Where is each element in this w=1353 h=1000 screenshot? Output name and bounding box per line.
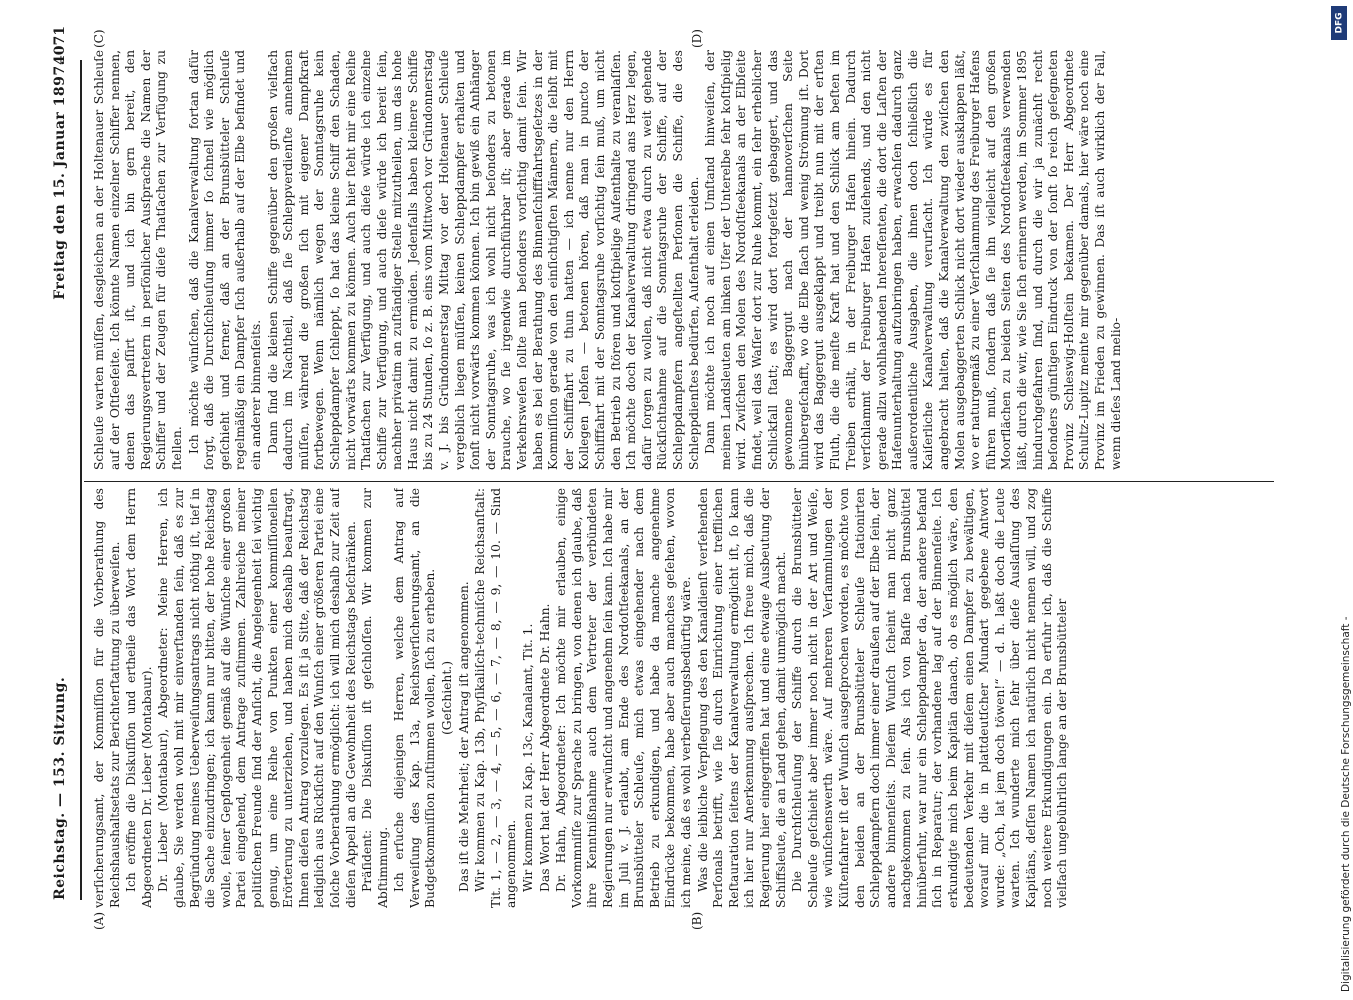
dfg-logo: DFG (1331, 6, 1347, 40)
page-number: 4071 (52, 26, 68, 65)
paragraph: Ich eröffne die Diskuſſion und ertheile das Wort dem Herrn Abgeordneten Dr. Lieber (Montabaur). (124, 488, 154, 908)
paragraph: Das Wort hat der Herr Abgeordnete Dr. Hahn. (537, 603, 552, 892)
paragraph: Was die leibliche Verpflegung des den Kanaldienſt verſehenden Perſonals betrifft, wie ſie durch Einrichtung einer trefflichen Reſtauration ſeitens der Kanalverwaltung ermöglicht iſt, ſo kann ich hier nur Anerkennung ausſprechen. Ich freue mich, daß die Regierung hier eingegriffen hat und eine etwaige Ausbeutung der Schiffsleute, die an Land gehen, damit unmöglich macht. (695, 488, 788, 908)
paragraph: (Geſchieht.) (440, 660, 455, 736)
footer-credit (1330, 8, 1350, 992)
paragraph: Präſident: Die Diskuſſion iſt geſchloſſen. Wir kommen zur Abſtimmung. (360, 488, 390, 908)
margin-marker-c: (C) (92, 29, 106, 48)
paragraph: Dr. Hahn, Abgeordneter: Ich möchte mir erlauben, einige Vorkommniſſe zur Sprache zu bringen, von denen ich glaube, daß ihre Kenntnißnahme auch dem Vertreter der verbündeten Regierungen nur erwünſcht und angenehm ſein kann. Ich habe mir im Juli v. J. erlaubt, am Ende des Nordoſtſeekanals, an der Brunsbütteler Schleuſe, mich etwas eingehender nach dem Betrieb zu erkundigen, und habe da manche angenehme Eindrücke bekommen, habe aber auch manches geſehen, wovon ich meine, daß es wohl verbeſſerungsbedürftig wäre. (554, 488, 693, 908)
margin-marker-a: (A) (92, 911, 106, 930)
paragraph: Die Durchſchleuſung der Schiffe durch die Brunsbütteler Schleuſe geſchieht aber immer noch nicht in der Art und Weiſe, wie wünſchenswerth wäre. Auf mehreren Verſammlungen der Küſtenfahrer iſt der Wunſch ausgeſprochen worden, es möchte von den beiden an der Brunsbütteler Schleuſe ſtationirten Schleppdampfern doch immer einer draußen auf der Elbe ſein, der andere binnenſeits. Dieſem Wunſch ſcheint man nicht ganz nachgekommen zu ſein. Als ich von Baſſe nach Brunsbüttel hinüberfuhr, war nur ein Schleppdampfer da, der andere befand ſich in Reparatur; der vorhandene lag auf der Binnenſeite. Ich erkundigte mich beim Kapitän danach, ob es möglich wäre, den bedeutenden Verkehr mit dieſem einen Dampfer zu bewältigen, worauf mir die in plattdeutſcher Mundart gegebene Antwort wurde: „Och, lat jem doch töwen!“ — d. h. laßt doch die Leute warten. Ich wunderte mich ſehr über dieſe Auslaſſung des Kapitäns, deſſen Namen ich natürlich nicht nennen will, und zog noch weitere Erkundigungen ein. Da erfuhr ich, daß die Schiffe vielfach ungebührlich lange an der Brunsbütteler (790, 488, 1070, 908)
right-column (92, 50, 1272, 470)
paragraph: Wir kommen zu Kap. 13b, Phyſikaliſch-techniſche Reichsanſtalt: Tit. 1, — 2, — 3, — 4, — 5, — 6, — 7, — 8, — 9, — 10. — Sind angenommen. (473, 488, 519, 908)
paragraph: Dann ſind die kleinen Schiffe gegenüber den großen vielfach dadurch im Nachtheil, daß ſie Schleppverdienſte annehmen müſſen, während die großen ſich mit eigener Dampfkraft fortbewegen. Wenn nämlich wegen der Sonntagsruhe kein Schleppdampfer ſchleppt, ſo hat das kleine Schiff den Schaden, nicht vorwärts kommen zu können. Auch hier ſteht mir eine Reihe Thatſachen zur Verfügung, und auch dieſe würde ich einzelne Schiffe zur Verfügung, und auch dieſe würde ich bereit ſein, nachher privatim an zuſtändiger Stelle mitzutheilen, um das hohe Haus nicht damit zu ermüden. Jedenfalls haben kleinere Schiffe bis zu 24 Stunden, ſo z. B. eins vom Mittwoch vor Gründonnerstag v. J. bis Gründonnerstag Mittag vor der Holtenauer Schleuſe vergeblich liegen müſſen, keinen Schleppdampfer erhalten und ſonſt nicht vorwärts kommen können. Ich bin gewiß ein Anhänger der Sonntagsruhe, was ich wohl nicht beſonders zu betonen brauche, wo ſie irgendwie durchführbar iſt; aber gerade im Verkehrsweſen ſollte man beſonders vorſichtig damit ſein. Wir haben es bei der Berathung des Binnenſchifffahrtsgeſetzes in der Kommiſſion gerade von den einſichtigſten Männern, die ſelbſt mit der Schifffahrt zu thun hatten — ich nenne nur den Herrn Kollegen Jebſen — betonen hören, daß man in puncto der Schifffahrt mit der Sonntagsruhe vorſichtig ſein muß, um nicht den Betrieb zu ſtören und koſtſpielige Aufenthalte zu veranlaſſen. Ich möchte doch der Kanalverwaltung dringend ans Herz legen, dafür ſorgen zu wollen, daß nicht etwa durch zu weit gehende Rückſichtnahme auf die Sonntagsruhe der Schiffe, auf der Schleppdampfern angeſtellten Perſonen die Schiffe, die des Schleppdienſtes bedürfen, Aufenthalt erleiden. (265, 50, 701, 470)
page-header (52, 60, 74, 900)
paragraph: Ich erſuche diejenigen Herren, welche dem Antrag auf Verweiſung des Kap. 13a, Reichsverſicherungsamt, an die Budgetkommiſſion zuſtimmen wollen, ſich zu erheben. (392, 488, 438, 908)
footer-credit-text: Digitalisierung gefördert durch die Deutsche Forschungsgemeinschaft - (1340, 616, 1352, 992)
paragraph: Wir kommen zu Kap. 13c, Kanalamt, Tit. 1. (521, 623, 536, 892)
column-divider (84, 481, 1274, 482)
paragraph: Ich möchte wünſchen, daß die Kanalverwaltung fortan dafür ſorgt, daß die Durchſchleuſung immer ſo ſchnell wie möglich geſchieht und ferner, daß an der Brunsbütteler Schleuſe regelmäßig ein Dampfer ſich außerhalb auf der Elbe befindet und ein anderer binnenſeits. (186, 50, 263, 470)
header-rule (80, 60, 82, 900)
header-session: Reichstag. — 153. Sitzung. (52, 676, 68, 900)
paragraph: Das iſt die Mehrheit; der Antrag iſt angenommen. (456, 581, 471, 892)
paragraph: Dr. Lieber (Montabaur), Abgeordneter: Meine Herren, ich glaube, Sie werden wohl mit mir einverſtanden ſein, daß es zur Begründung meines Ueberweiſungsantrags nicht nöthig iſt, tief in die Sache einzudringen; ich kann nur bitten, der hohe Reichstag wolle, ſeiner Gepflogenheit gemäß auf die Wünſche einer großen Partei eingehend, dem Antrage zuſtimmen. Zahlreiche meiner politiſchen Freunde ſind der Anſicht, die Angelegenheit ſei wichtig genug, um eine Reihe von Punkten einer kommiſſionellen Erörterung zu unterziehen, und haben mich deshalb beauftragt, Ihnen dieſen Antrag vorzulegen. Es iſt ja Sitte, daß der Reichstag lediglich aus Rückſicht auf den Wunſch einer größeren Partei eine ſolche Vorberathung ermöglicht: ich will mich deshalb zur Zeit auf dieſen Appell an die Gewohnheit des Reichstags beſchränken. (156, 488, 358, 908)
paragraph: Schleuſe warten müſſen, desgleichen an der Holtenauer Schleuſe auf der Oſtſeeſeite. Ich könnte Namen einzelner Schiffer nennen, denen das paſſirt iſt, und ich bin gern bereit, den Regierungsvertretern in perſönlicher Ausſprache die Namen der Schiffer und der Zeugen für dieſe Thatſachen zur Verfügung zu ſtellen. (92, 50, 184, 470)
header-date: Freitag den 15. Januar 1897. (52, 60, 68, 300)
paragraph: Dann möchte ich noch auf einen Umſtand hinweiſen, der meinen Landsleuten am linken Ufer der Unterelbe ſehr koſtſpielig wird. Zwiſchen den Molen des Nordoſtſeekanals an der Elbſeite findet, weil das Waſſer dort zur Ruhe kommt, ein ſehr erheblicher Schlickfall ſtatt; es wird dort fortgeſetzt gebaggert, und das gewonnene Baggergut nach der hannoverſchen Seite hinübergeſchafft, wo die Elbe flach und wenig Strömung iſt. Dort wird das Baggergut ausgeklappt und treibt nun mit der erſten Fluth, die die meiſte Kraft hat und den Schlick am beſten im Treiben erhält, in der Freiburger Hafen hinein. Dadurch verſchlammt der Freiburger Hafen zuſehends, und den nicht gerade allzu wohlhabenden Intereſſenten, die dort die Laſten der Hafenunterhaltung aufzubringen haben, erwachſen dadurch ganz außerordentliche Ausgaben, die ihnen doch ſchließlich die Kaiſerliche Kanalverwaltung verurſacht. Ich würde es für angebracht halten, daß die Kanalverwaltung den zwiſchen den Molen ausgebaggerten Schlick nicht dort wieder ausklappen läßt, wo er naturgemäß zu einer Verſchlammung des Freiburger Hafens führen muß, ſondern daß ſie ihn vielleicht auf den großen Moorflächen zu beiden Seiten des Nordoſtſeekanals verwenden läßt, durch die wir, wie Sie ſich erinnern werden, im Sommer 1895 hindurchgefahren ſind, und durch die wir ja zunächſt recht beſonders günſtigen Eindruck von der ſonſt ſo reich geſegneten Provinz Schleswig-Holſtein bekamen. Der Herr Abgeordnete Schultz-Lupitz meinte mir gegenüber damals, hier wäre noch eine Provinz im Frieden zu gewinnen. Das iſt auch wirklich der Fall, wenn dieſes Land melio- (703, 50, 1123, 470)
paragraph: verſicherungsamt, der Kommiſſion für die Vorberathung des Reichshaushaltsetats zur Berichterſtattung zu überweiſen. (92, 488, 122, 908)
margin-marker-b: (B) (690, 911, 704, 930)
left-column (92, 488, 1272, 908)
margin-marker-d: (D) (690, 29, 704, 48)
